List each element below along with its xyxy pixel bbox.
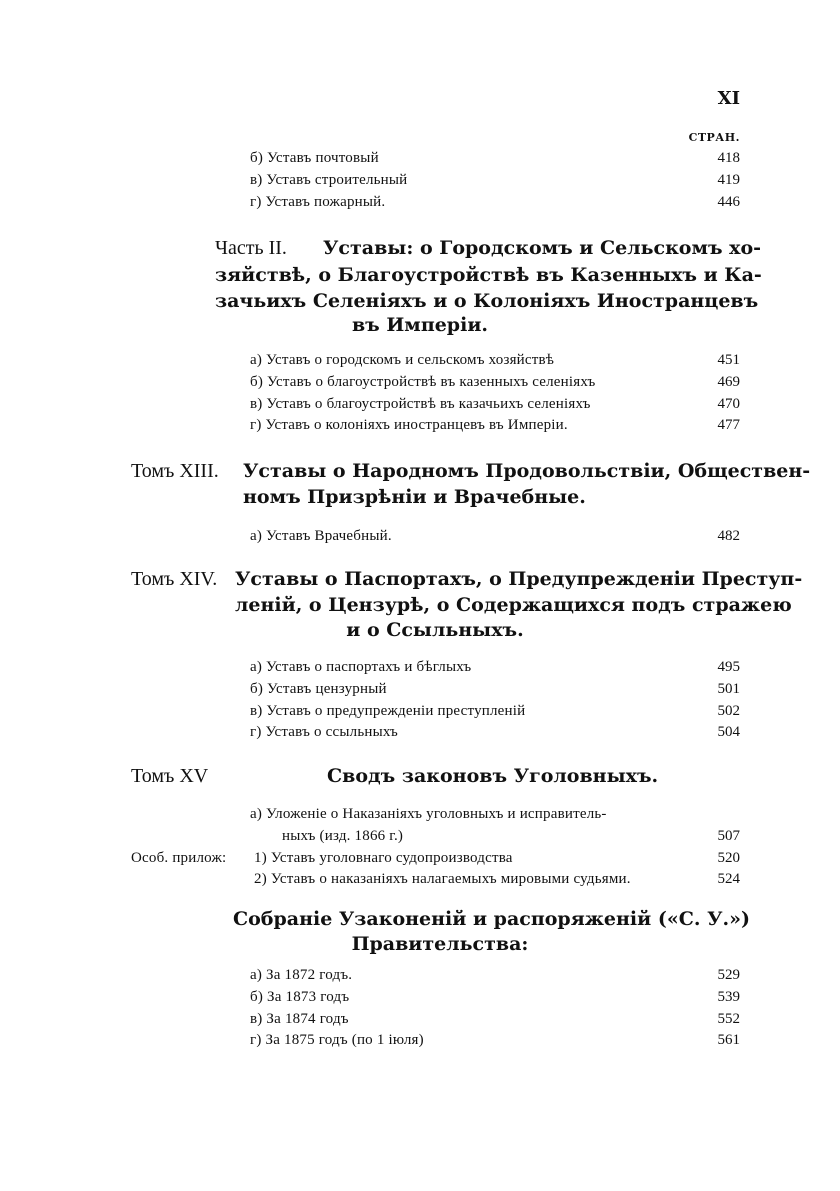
collection-title-line: Собраніе Узаконеній и распоряженій («С. У.») (233, 908, 750, 930)
toc-page-number: 524 (717, 871, 740, 887)
volume-title: Сводъ законовъ Уголовныхъ. (327, 765, 659, 787)
toc-entry-continuation: ныхъ (изд. 1866 г.) (282, 828, 404, 844)
toc-page-number: 446 (717, 194, 740, 210)
toc-page-number: 419 (717, 172, 740, 188)
toc-entry: б) Уставъ о благоустройствѣ въ казенныхъ селеніяхъ (250, 374, 596, 390)
toc-entry: а) За 1872 годъ. (250, 967, 353, 983)
toc-page-number: 470 (717, 396, 740, 412)
volume-title-line: Уставы о Народномъ Продовольствіи, Обществен- (243, 460, 811, 482)
volume-title-line: номъ Призрѣніи и Врачебные. (243, 486, 586, 508)
toc-entry: а) Уложеніе о Наказаніяхъ уголовныхъ и исправитель- (250, 806, 607, 822)
toc-entry: а) Уставъ о городскомъ и сельскомъ хозяйствѣ (250, 352, 555, 368)
volume-title-line: леній, о Цензурѣ, о Содержащихся подъ стражею (235, 594, 792, 616)
toc-entry: г) Уставъ о колоніяхъ иностранцевъ въ Имперіи. (250, 417, 568, 433)
volume-title-line: Уставы о Паспортахъ, о Предупрежденіи Преступ- (235, 568, 803, 590)
part-title-line: зачьихъ Селеніяхъ и о Колоніяхъ Иностранцевъ (215, 290, 759, 312)
toc-page-number: 507 (717, 828, 740, 844)
toc-entry: в) За 1874 годъ (250, 1011, 349, 1027)
toc-page-number: 418 (717, 150, 740, 166)
toc-entry: в) Уставъ о предупрежденіи преступленій (250, 703, 526, 719)
collection-title-line: Правительства: (351, 933, 529, 955)
toc-page-number: 539 (717, 989, 740, 1005)
toc-page-number: 552 (717, 1011, 740, 1027)
volume-label: Томъ XV (131, 765, 209, 787)
toc-page-number: 529 (717, 967, 740, 983)
toc-page-number: 495 (717, 659, 740, 675)
part-title-line: зяйствѣ, о Благоустройствѣ въ Казенныхъ и Ка- (215, 264, 762, 286)
volume-label: Томъ XIV. (131, 568, 218, 590)
toc-entry: а) Уставъ о паспортахъ и бѣглыхъ (250, 659, 472, 675)
volume-title-line: и о Ссыльныхъ. (346, 619, 524, 641)
toc-entry: г) Уставъ о ссыльныхъ (250, 724, 398, 740)
toc-page-number: 451 (717, 352, 740, 368)
toc-entry: б) Уставъ почтовый (250, 150, 379, 166)
toc-page-number: 482 (717, 528, 740, 544)
toc-entry: а) Уставъ Врачебный. (250, 528, 392, 544)
pages-column-label: СТРАН. (688, 131, 740, 144)
toc-page-number: 469 (717, 374, 740, 390)
toc-page-number: 477 (717, 417, 740, 433)
toc-page-number: 502 (717, 703, 740, 719)
toc-page-number: 520 (717, 850, 740, 866)
toc-entry: 2) Уставъ о наказаніяхъ налагаемыхъ мировыми судьями. (254, 871, 631, 887)
toc-entry: в) Уставъ строительный (250, 172, 408, 188)
part-title-line: Уставы: о Городскомъ и Сельскомъ хо- (323, 237, 762, 259)
part-title-line: въ Имперіи. (351, 314, 489, 336)
volume-label: Томъ XIII. (131, 460, 219, 482)
toc-entry: б) За 1873 годъ (250, 989, 350, 1005)
supplement-label: Особ. прилож: (131, 850, 227, 866)
toc-entry: г) Уставъ пожарный. (250, 194, 386, 210)
toc-page-number: 561 (717, 1032, 740, 1048)
toc-entry: в) Уставъ о благоустройствѣ въ казачьихъ селеніяхъ (250, 396, 591, 412)
toc-page-number: 501 (717, 681, 740, 697)
part-label: Часть II. (215, 237, 287, 259)
toc-entry: г) За 1875 годъ (по 1 іюля) (250, 1032, 424, 1048)
toc-page-number: 504 (717, 724, 740, 740)
toc-entry: 1) Уставъ уголовнаго судопроизводства (254, 850, 513, 866)
page-number: XI (717, 88, 740, 109)
toc-entry: б) Уставъ цензурный (250, 681, 387, 697)
